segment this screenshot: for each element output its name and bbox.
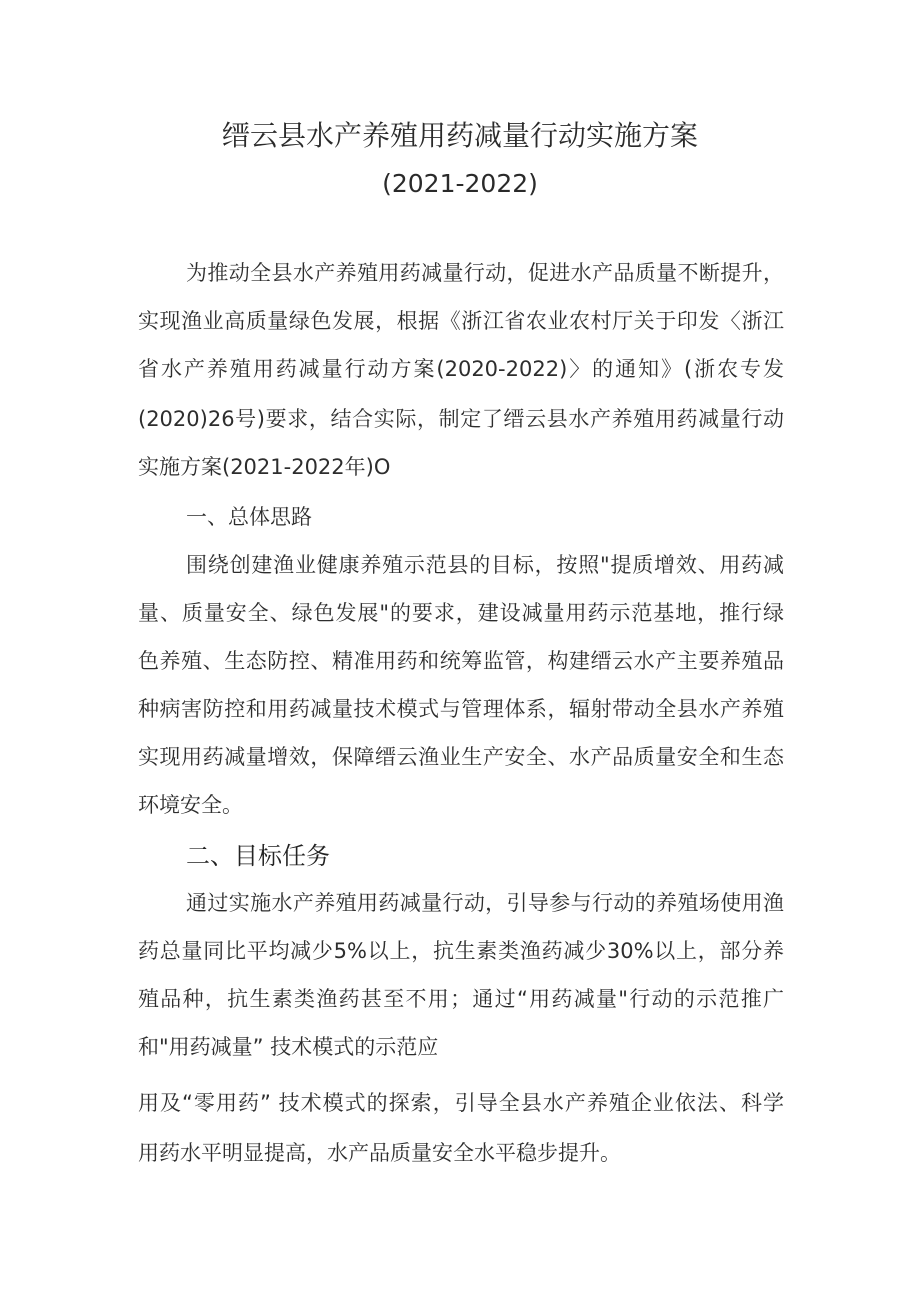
intro-line: 为推动全县水产养殖用药减量行动，促进水产品质量不断提升， — [186, 261, 784, 285]
intro-line: (2020)26号)要求，结合实际，制定了缙云县水产养殖用药减量行动 — [138, 407, 784, 431]
document-subtitle: (2021-2022) — [382, 169, 538, 198]
section1-line: 色养殖、生态防控、精准用药和统筹监管，构建缙云水产主要养殖品 — [138, 649, 784, 673]
section-heading: 二、目标任务 — [186, 842, 330, 870]
section2-line: 通过实施水产养殖用药减量行动，引导参与行动的养殖场使用渔 — [186, 891, 784, 915]
section2-line: 用及“零用药” 技术模式的探索，引导全县水产养殖企业依法、科学 — [138, 1091, 784, 1115]
section2-line: 用药水平明显提高，水产品质量安全水平稳步提升。 — [138, 1141, 621, 1165]
intro-line: 实现渔业高质量绿色发展，根据《浙江省农业农村厅关于印发〈浙江 — [138, 309, 784, 333]
section2-line: 药总量同比平均减少5%以上，抗生素类渔药减少30%以上，部分养 — [138, 939, 784, 963]
section1-line: 种病害防控和用药减量技术模式与管理体系，辐射带动全县水产养殖 — [138, 697, 784, 721]
section1-line: 环境安全。 — [138, 793, 243, 817]
section1-line: 量、质量安全、绿色发展"的要求，建设减量用药示范基地，推行绿 — [138, 601, 784, 625]
section1-line: 实现用药减量增效，保障缙云渔业生产安全、水产品质量安全和生态 — [138, 745, 784, 769]
section2-line: 和"用药减量” 技术模式的示范应 — [138, 1035, 439, 1059]
intro-line: 实施方案(2021-2022年)O — [138, 455, 391, 479]
intro-line: 省水产养殖用药减量行动方案(2020-2022)〉的通知》(浙农专发 — [138, 357, 784, 381]
section-heading: 一、总体思路 — [186, 505, 312, 529]
section2-line: 殖品种，抗生素类渔药甚至不用；通过“用药减量"行动的示范推广 — [138, 987, 784, 1011]
document-title: 缙云县水产养殖用药减量行动实施方案 — [221, 119, 698, 152]
section1-line: 围绕创建渔业健康养殖示范县的目标，按照"提质增效、用药减 — [186, 553, 784, 577]
